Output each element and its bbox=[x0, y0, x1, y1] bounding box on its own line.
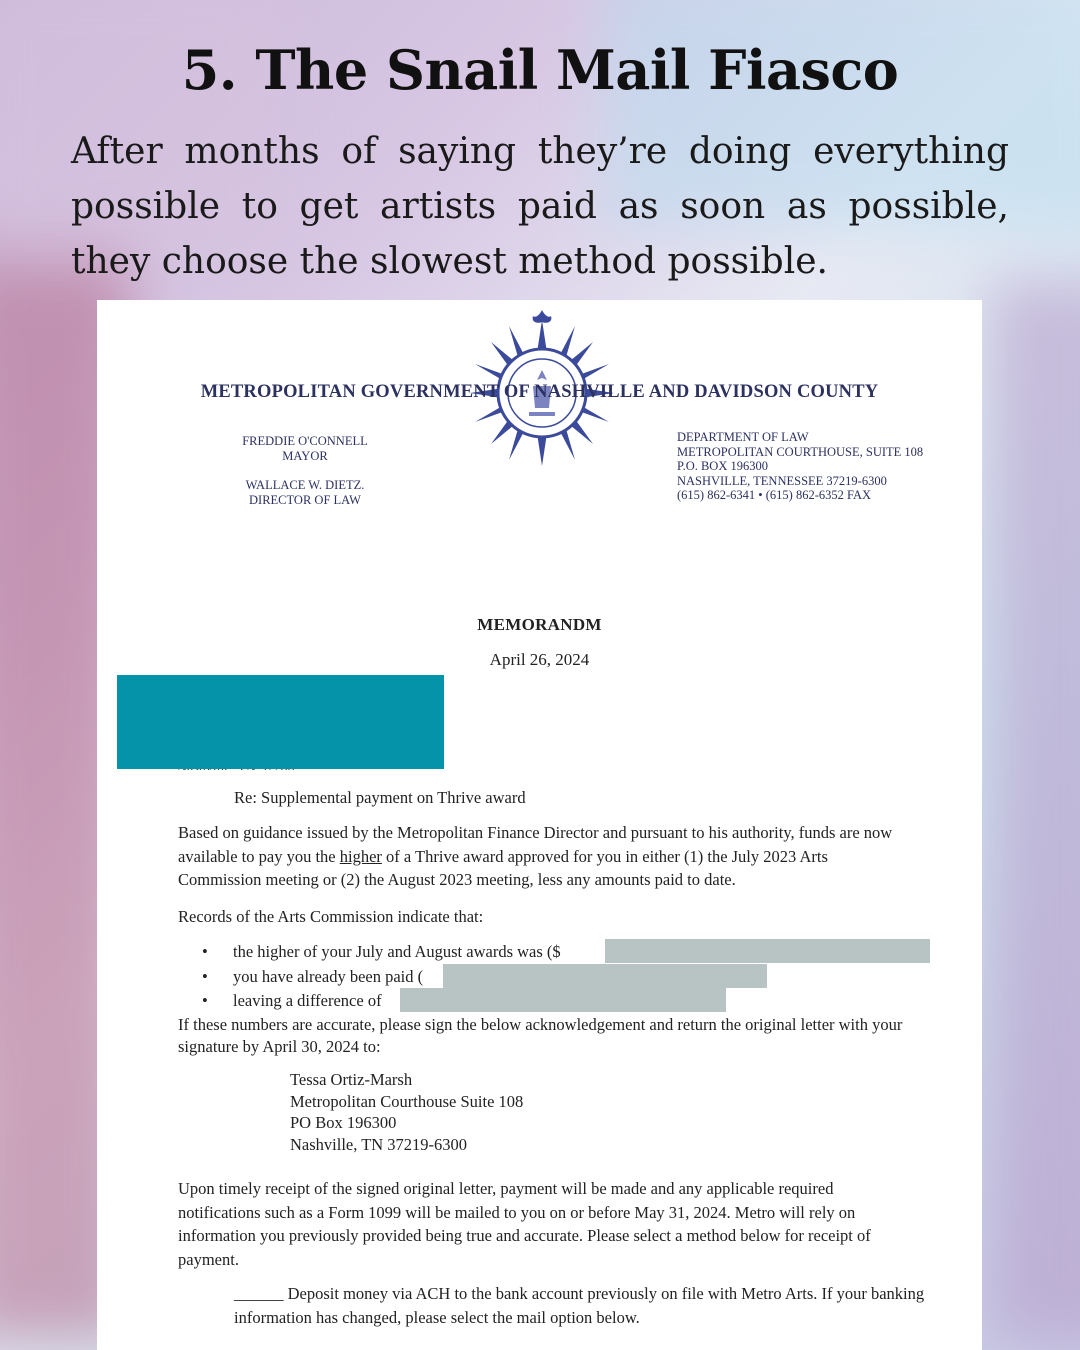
address-line: Metropolitan Courthouse Suite 108 bbox=[290, 1091, 524, 1111]
dept-line: NASHVILLE, TENNESSEE 37219-6300 bbox=[677, 473, 887, 488]
department-address bbox=[677, 430, 977, 503]
amount-redaction bbox=[605, 939, 930, 963]
paragraph-acknowledgement: If these numbers are accurate, please sign the below acknowledgement and return the original letter with your signature by April 30, 2024 to: bbox=[178, 1015, 903, 1056]
paragraph-guidance: Based on guidance issued by the Metropolitan Finance Director and pursuant to his authority, funds are now available to pay you the higher of a Thrive award approved for you in either (1) the July 2023 Arts Commission meeting or (2) the August 2023 meeting, less any amounts paid to date. bbox=[178, 823, 893, 889]
recipient-redaction bbox=[117, 675, 444, 769]
amount-redaction bbox=[443, 964, 767, 988]
paragraph-payment: Upon timely receipt of the signed original letter, payment will be made and any applicable required notifications such as a Form 1099 will be mailed to you on or before May 31, 2024. Metro will rely on information you previously provided being true and accurate. Please select a method below for receipt of payment. bbox=[178, 1179, 871, 1269]
memo-title: MEMORANDM bbox=[477, 615, 602, 634]
background-building-right bbox=[990, 280, 1080, 1340]
director-name: WALLACE W. DIETZ. bbox=[245, 478, 365, 492]
mayor-name: FREDDIE O'CONNELL bbox=[242, 434, 368, 448]
slide-intro: After months of saying they’re doing everything possible to get artists paid as soon as possible, they choose the slowest method possible. bbox=[71, 131, 1009, 282]
ach-blank: ______ bbox=[234, 1284, 284, 1303]
director-title: DIRECTOR OF LAW bbox=[249, 493, 361, 507]
slide-title: 5. The Snail Mail Fiasco bbox=[181, 38, 899, 102]
dept-line: P.O. BOX 196300 bbox=[677, 459, 768, 473]
dept-line: DEPARTMENT OF LAW bbox=[677, 430, 809, 444]
address-line: Nashville, TN 37219-6300 bbox=[290, 1134, 468, 1154]
memo-date: April 26, 2024 bbox=[489, 650, 590, 669]
emphasis-higher: higher bbox=[339, 846, 382, 866]
dept-line: METROPOLITAN COURTHOUSE, SUITE 108 bbox=[677, 444, 924, 459]
address-line: PO Box 196300 bbox=[290, 1113, 397, 1132]
officials-block bbox=[215, 434, 395, 508]
memo-document bbox=[97, 300, 982, 1350]
ach-text: Deposit money via ACH to the bank account previously on file with Metro Arts. If your banking information has changed, please select the mail option below. bbox=[234, 1284, 925, 1327]
return-address bbox=[290, 1069, 523, 1155]
dept-line: (615) 862-6341 • (615) 862-6352 FAX bbox=[677, 488, 872, 502]
mayor-title: MAYOR bbox=[282, 449, 328, 463]
list-item: • leaving a difference of bbox=[202, 989, 561, 1014]
subject-line: Re: Supplemental payment on Thrive award bbox=[234, 788, 526, 807]
amount-redaction bbox=[400, 988, 726, 1012]
paragraph-records: Records of the Arts Commission indicate that: bbox=[178, 907, 484, 926]
address-line: Tessa Ortiz-Marsh bbox=[290, 1070, 413, 1089]
list-item: • the higher of your July and August awards was ($ bbox=[202, 940, 561, 965]
organization-name: METROPOLITAN GOVERNMENT OF NASHVILLE AND DAVIDSON COUNTY bbox=[200, 382, 879, 402]
list-item: • you have already been paid ( bbox=[202, 965, 561, 990]
ach-option bbox=[234, 1282, 934, 1329]
